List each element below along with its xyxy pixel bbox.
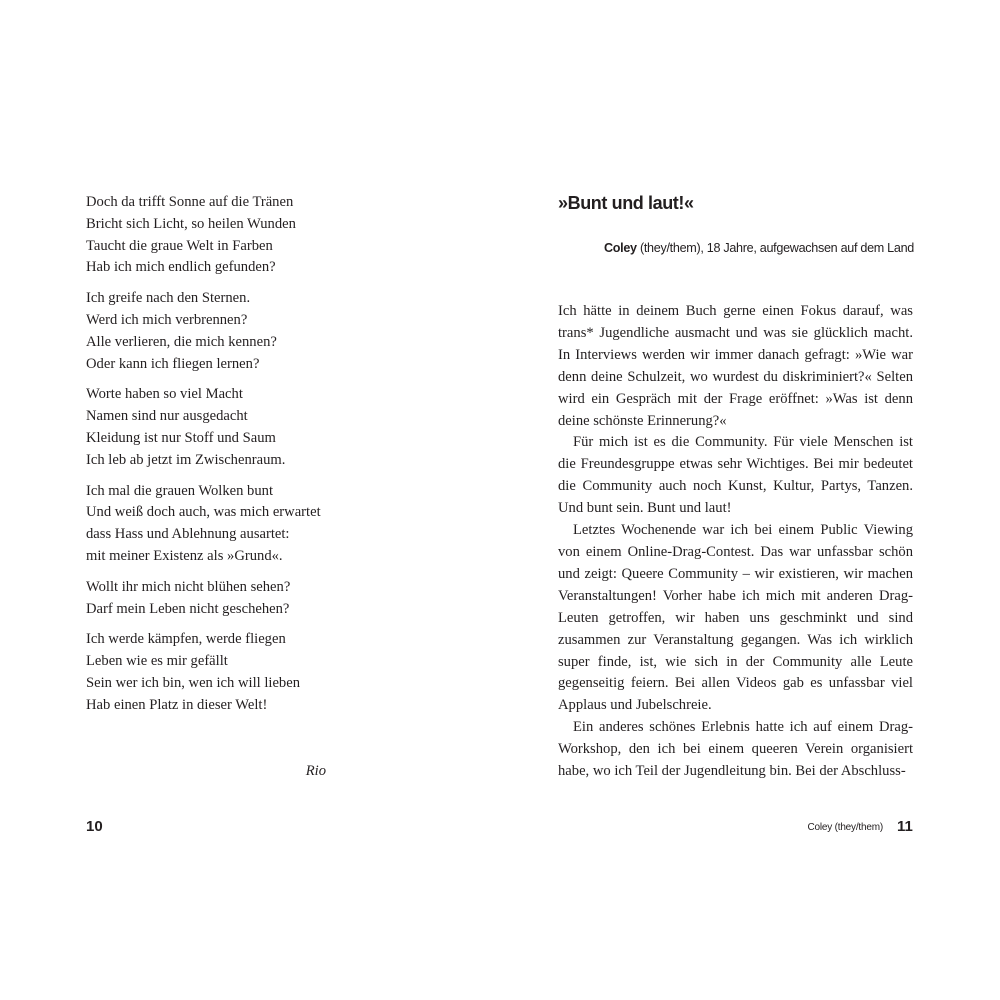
poem-line: Wollt ihr mich nicht blühen sehen?: [86, 578, 291, 595]
poem-stanza: [86, 192, 346, 279]
byline: [604, 238, 914, 258]
poem-line: mit meiner Existenz als »Grund«.: [86, 547, 283, 564]
byline-details: (they/them), 18 Jahre, aufgewachsen auf dem Land: [636, 241, 914, 255]
poem-stanza: [86, 384, 346, 471]
poem-stanza: [86, 629, 346, 716]
page-number-right: 11: [897, 818, 913, 835]
paragraph: Letztes Wochenende war ich bei einem Public Viewing von einem Online-Drag-Contest. Das war unfassbar schön und zeigt: Queere Community – wir existieren, wir machen Veranstaltungen! Vorher habe ich mich mit anderen Drag-Leuten getroffen, wir haben uns geschminkt und sind zusammen zur Veranstaltung gegangen. Was ich wirklich super finde, ist, wie sich in der Community alle Leute gegenseitig feiern. Bei allen Videos gab es unfassbar viel Applaus und Jubelschreie.: [558, 522, 913, 714]
poem-line: Kleidung ist nur Stoff und Saum: [86, 429, 276, 446]
poem-line: Namen sind nur ausgedacht: [86, 408, 248, 425]
poem-stanza: [86, 288, 346, 375]
poem-line: Darf mein Leben nicht geschehen?: [86, 600, 290, 617]
paragraph: Für mich ist es die Community. Für viele Menschen ist die Freundesgruppe etwas sehr Wichtiges. Bei mir bedeutet die Community auch noch Kunst, Kultur, Partys, Tanzen. Und bunt sein. Bunt und laut!: [558, 434, 913, 517]
running-head: Coley (they/them): [807, 822, 883, 833]
poem-line: Alle verlieren, die mich kennen?: [86, 333, 277, 350]
poem-line: Werd ich mich verbrennen?: [86, 311, 248, 328]
poem-line: Hab ich mich endlich gefunden?: [86, 259, 276, 276]
poem-line: Oder kann ich fliegen lernen?: [86, 355, 260, 372]
paragraph: Ich hätte in deinem Buch gerne einen Fokus darauf, was trans* Jugendliche ausmacht und was sie glücklich macht. In Interviews werden wir immer danach gefragt: »Wie war denn deine Schulzeit, wo wurdest du diskriminiert?« Selten wird ein Gespräch mit der Frage eröffnet: »Was ist denn deine schönste Erinnerung?«: [558, 303, 913, 429]
page-number-left: 10: [86, 818, 103, 835]
poem-line: Ich greife nach den Sternen.: [86, 290, 251, 307]
poem-author: Rio: [305, 763, 326, 779]
poem-line: Und weiß doch auch, was mich erwartet: [86, 504, 321, 521]
poem-line: Ich werde kämpfen, werde fliegen: [86, 631, 286, 648]
poem-line: Ich leb ab jetzt im Zwischenraum.: [86, 451, 286, 468]
poem-line: Ich mal die grauen Wolken bunt: [86, 482, 274, 499]
poem-line: Worte haben so viel Macht: [86, 386, 243, 403]
paragraph: Ein anderes schönes Erlebnis hatte ich auf einem Drag-Workshop, den ich bei einem queeren Verein organisiert habe, wo ich Teil der Jugendleitung bin. Bei der Abschluss-: [558, 719, 913, 780]
poem-line: Sein wer ich bin, wen ich will lieben: [86, 674, 300, 691]
poem-line: Bricht sich Licht, so heilen Wunden: [86, 215, 296, 232]
poem: [86, 192, 346, 726]
poem-line: dass Hass und Ablehnung ausartet:: [86, 526, 290, 543]
chapter-title: »Bunt und laut!«: [558, 193, 694, 213]
poem-line: Hab einen Platz in dieser Welt!: [86, 696, 268, 713]
body-text: [558, 301, 913, 783]
poem-line: Taucht die graue Welt in Farben: [86, 237, 273, 254]
poem-stanza: [86, 577, 346, 621]
byline-name: Coley: [603, 241, 637, 255]
right-page: [500, 0, 1000, 1000]
poem-line: Leben wie es mir gefällt: [86, 653, 228, 670]
poem-line: Doch da trifft Sonne auf die Tränen: [86, 194, 294, 210]
poem-stanza: [86, 481, 346, 568]
